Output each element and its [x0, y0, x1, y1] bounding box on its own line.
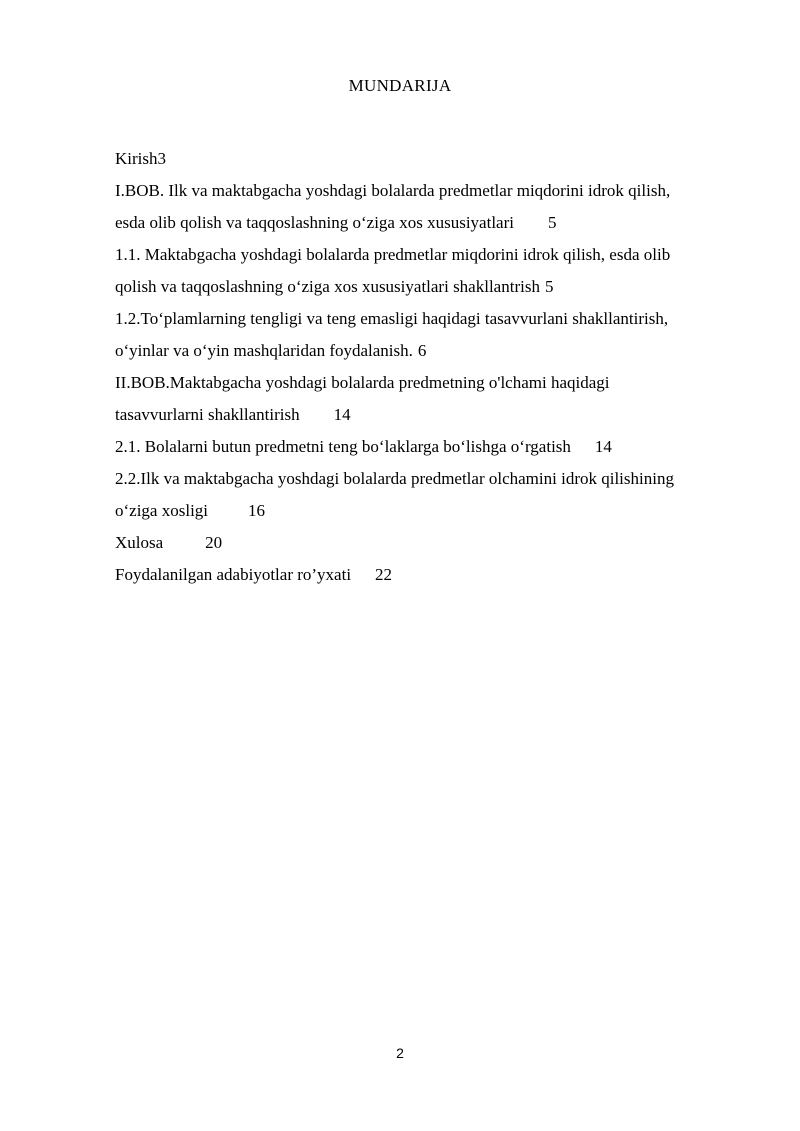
toc-page-number: 5: [544, 277, 554, 296]
toc-page-number: 6: [417, 341, 427, 360]
toc-entry-text-continued: [115, 495, 743, 527]
toc-entry-text: Foydalanilgan adabiyotlar ro’yxati: [115, 565, 352, 584]
toc-entry-text: Kirish: [115, 149, 158, 168]
table-of-contents: [115, 143, 743, 591]
toc-entry-text-continued: [115, 399, 743, 431]
toc-entry-text-line: tasavvurlarni shakllantirish: [115, 405, 300, 424]
toc-entry-text-line: o‘ziga xosligi: [115, 501, 209, 520]
toc-entry-text-continued: [115, 335, 743, 367]
toc-entry-text: 1.2.To‘plamlarning tengligi va teng emasligi haqidagi tasavvurlani shakllantirish,: [115, 309, 669, 328]
toc-entry-text-line: qolish va taqqoslashning o‘ziga xos xususiyatlari shakllantrish: [115, 277, 540, 296]
toc-entry-section-1-1: [115, 239, 743, 303]
toc-entry-xulosa: [115, 527, 743, 559]
page-number: 2: [396, 1045, 404, 1061]
toc-page-number: 14: [594, 437, 612, 456]
toc-entry-text: 2.1. Bolalarni butun predmetni teng bo‘laklarga bo‘lishga o‘rgatish: [115, 437, 571, 456]
toc-page-number: 22: [375, 565, 393, 584]
toc-page-number: 5: [547, 213, 557, 232]
toc-entry-section-1-2: [115, 303, 743, 367]
toc-page-number: 14: [333, 405, 351, 424]
toc-entry-text: 1.1. Maktabgacha yoshdagi bolalarda predmetlar miqdorini idrok qilish, esda olib: [115, 245, 671, 264]
toc-entry-section-2-1: [115, 431, 743, 463]
toc-entry-adabiyotlar: [115, 559, 743, 591]
toc-entry-text: Xulosa: [115, 533, 164, 552]
toc-entry-text-continued: [115, 207, 743, 239]
toc-entry-kirish: [115, 143, 743, 175]
toc-entry-text-continued: [115, 271, 743, 303]
toc-entry-text: II.BOB.Maktabgacha yoshdagi bolalarda predmetning o'lchami haqidagi: [115, 373, 610, 392]
toc-entry-text-line: esda olib qolish va taqqoslashning o‘ziga xos xususiyatlari: [115, 213, 514, 232]
toc-entry-text: I.BOB. Ilk va maktabgacha yoshdagi bolalarda predmetlar miqdorini idrok qilish,: [115, 181, 671, 200]
toc-page-number: 16: [248, 501, 266, 520]
toc-entry-bob-1: [115, 175, 743, 239]
toc-page-number: 20: [205, 533, 223, 552]
page-title: MUNDARIJA: [348, 76, 452, 95]
toc-page-number: 3: [157, 149, 166, 168]
toc-entry-text-line: o‘yinlar va o‘yin mashqlaridan foydalanish.: [115, 341, 413, 360]
toc-entry-section-2-2: [115, 463, 743, 527]
toc-entry-bob-2: [115, 367, 743, 431]
toc-entry-text: 2.2.Ilk va maktabgacha yoshdagi bolalarda predmetlar olchamini idrok qilishining: [115, 469, 674, 488]
